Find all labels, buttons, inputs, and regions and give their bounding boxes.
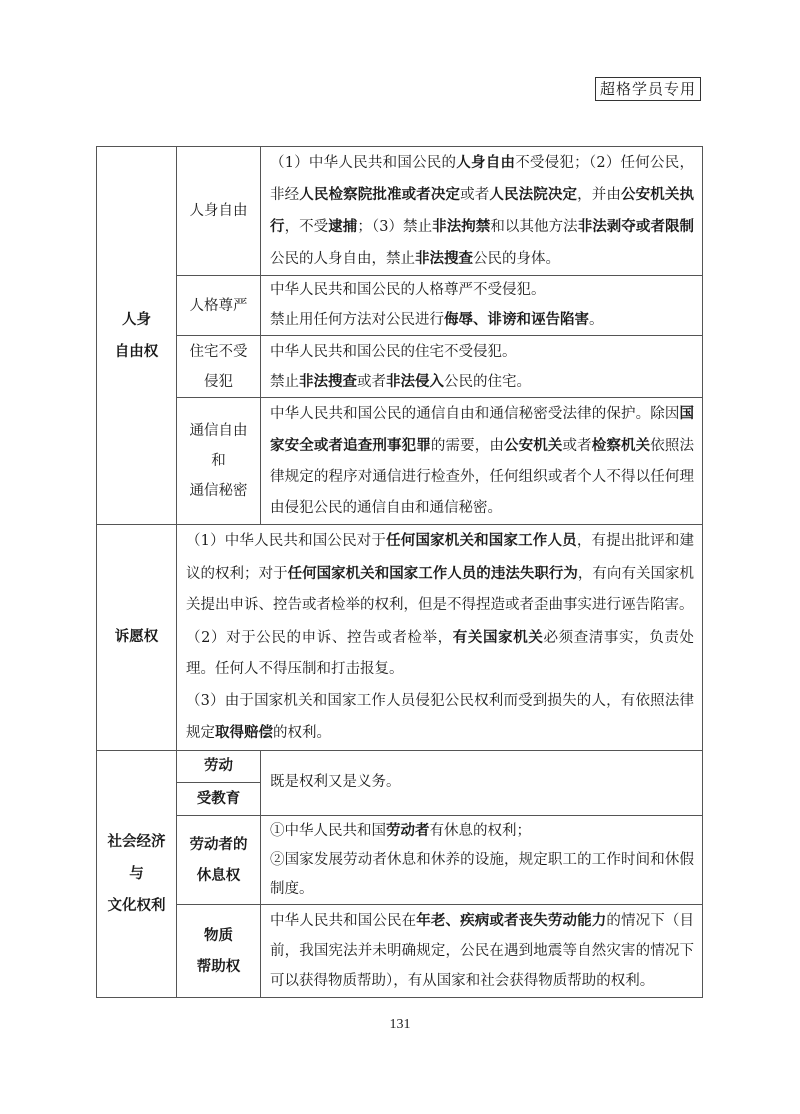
content-line: [270, 846, 694, 904]
content-text: [270, 398, 694, 524]
sublabel-line: 劳动者的: [189, 835, 248, 853]
emphasis-text: 非法侵入: [386, 372, 444, 390]
category-personal-freedom: [97, 147, 177, 525]
category-social: [97, 750, 177, 997]
content-line: [270, 305, 694, 335]
text-segment: ①中华人民共和国: [270, 822, 386, 839]
content-personal-dignity: [261, 276, 703, 336]
emphasis-text: 非法搜查: [299, 372, 357, 390]
text-segment: 。: [589, 312, 604, 328]
text-segment: ，不受: [284, 219, 329, 235]
text-segment: ②国家发展劳动者休息和休养的设施，规定职工的工作时间和休假制度。: [270, 851, 694, 897]
category-petition: [97, 525, 177, 751]
sublabel-line: 人格尊严: [189, 297, 248, 314]
emphasis-text: 年老、疾病或者丧失劳动能力: [416, 911, 607, 929]
text-segment: 中华人民共和国公民的人格尊严不受侵犯。: [270, 282, 546, 298]
emphasis-text: 人民检察院批准或者决定: [299, 186, 461, 203]
sublabel-line: 通信自由: [189, 423, 248, 439]
text-segment: 的权利。: [273, 725, 331, 741]
text-segment: （3）由于国家机关和国家工作人员侵犯公民权利而受到损失的人，有依照法律规定: [186, 692, 694, 741]
emphasis-text: 非法剥夺或者限制: [577, 218, 695, 235]
text-segment: 或者: [562, 438, 592, 454]
text-segment: ，有向有关国家机关提出申诉、控告或者检举的权利，但是不得捏造或者歪曲事实进行诬告陷害。: [186, 565, 695, 613]
content-line: [270, 337, 694, 367]
content-paragraph: [186, 622, 694, 686]
text-segment: 和以其他方法: [490, 219, 578, 235]
sublabel-personal-freedom: [177, 147, 261, 276]
emphasis-text: 非法拘禁: [432, 218, 491, 235]
emphasis-text: 国家安全或者追查刑事犯罪: [270, 405, 694, 454]
text-segment: 的情况下（目前，我国宪法并未明确规定，公民在遇到地震等自然灾害的情况下可以获得物质帮助），有从国家和社会获得物质帮助的权利。: [270, 912, 694, 989]
sublabel-line: 帮助权: [196, 957, 241, 975]
text-segment: 或者: [460, 187, 490, 203]
text-segment: ，有提出批评和建议的权利；对于: [186, 533, 695, 582]
text-segment: ；（3）禁止: [357, 219, 433, 235]
content-correspondence: [261, 398, 703, 525]
sublabel-line: 侵犯: [204, 373, 233, 390]
sublabel-line: 物质: [204, 926, 233, 944]
text-segment: ，并由: [577, 187, 621, 203]
text-segment: 依照法律规定的程序对通信进行检查外，任何组织或者个人不得以任何理由侵犯公民的通信自由和通信秘密。: [270, 438, 694, 516]
sublabel-correspondence: [177, 398, 261, 525]
text-segment: 禁止: [270, 373, 299, 390]
category-line: 文化权利: [107, 896, 166, 914]
sublabel-line: 住宅不受: [189, 343, 248, 360]
text-segment: 中华人民共和国公民在: [270, 912, 417, 929]
content-line: [270, 816, 694, 846]
emphasis-text: 任何国家机关和国家工作人员: [386, 532, 577, 549]
row-personal-freedom: [97, 147, 703, 276]
text-segment: 或者: [357, 373, 386, 390]
text-segment: 必须查清事实，负责处理。任何人不得压制和打击报复。: [186, 629, 694, 677]
sublabel-education: 受教育: [177, 782, 261, 815]
text-segment: （1）中华人民共和国公民对于: [186, 533, 387, 549]
text-segment: （1）中华人民共和国公民的: [270, 155, 457, 171]
rights-table: [96, 146, 703, 998]
text-segment: （2）对于公民的申诉、控告或者检举，: [186, 629, 453, 646]
text-segment: 公民的人身自由，禁止: [270, 251, 415, 267]
row-material: [97, 904, 703, 997]
emphasis-text: 劳动者: [386, 821, 430, 839]
category-line: 社会经济: [107, 832, 166, 850]
emphasis-text: 人身自由: [456, 154, 516, 171]
text-segment: 公民的身体。: [473, 251, 560, 267]
content-paragraph: [186, 686, 694, 750]
text-segment: 有休息的权利；: [429, 822, 531, 839]
content-labor-education: [261, 750, 703, 815]
content-text: [270, 906, 694, 996]
content-text: 既是权利又是义务。: [270, 774, 401, 790]
text-segment: 禁止用任何方法对公民进行: [270, 312, 444, 328]
row-correspondence: [97, 398, 703, 525]
emphasis-text: 有关国家机关: [452, 628, 544, 646]
content-paragraph: [186, 525, 694, 622]
emphasis-text: 侮辱、诽谤和诬告陷害: [444, 311, 589, 328]
content-line: [270, 367, 694, 397]
content-line: [270, 276, 694, 305]
content-material: [261, 904, 703, 997]
emphasis-text: 人民法院决定: [489, 186, 578, 203]
row-petition: [97, 525, 703, 751]
text-segment: 中华人民共和国公民的通信自由和通信秘密受法律的保护。除因: [270, 406, 680, 422]
content-rest: [261, 815, 703, 904]
sublabel-line: 人身自由: [189, 203, 248, 219]
row-residence: [97, 336, 703, 398]
content-petition: [177, 525, 703, 751]
text-segment: 公民的住宅。: [444, 373, 531, 390]
sublabel-rest: [177, 815, 261, 904]
emphasis-text: 取得赔偿: [215, 724, 273, 741]
category-line: 自由权: [114, 342, 159, 360]
emphasis-text: 公安机关: [504, 437, 563, 454]
row-rest: [97, 815, 703, 904]
text-segment: 的需要，由: [430, 438, 504, 454]
emphasis-text: 检察机关: [591, 437, 651, 454]
content-personal-freedom: [261, 147, 703, 276]
emphasis-text: 非法搜查: [415, 250, 473, 267]
category-line: 诉愿权: [114, 628, 159, 646]
sublabel-line: 休息权: [196, 866, 241, 884]
emphasis-text: 任何国家机关和国家工作人员的违法失职行为: [287, 564, 578, 582]
exclusive-tag: 超格学员专用: [595, 77, 701, 101]
category-line: 人身: [122, 310, 151, 328]
row-personal-dignity: [97, 276, 703, 336]
sublabel-labor: 劳动: [177, 750, 261, 782]
category-line: 与: [129, 864, 144, 882]
content-text: [270, 147, 694, 275]
emphasis-text: 逮捕: [328, 218, 358, 235]
sublabel-line: 通信秘密: [189, 483, 248, 499]
sublabel-residence: [177, 336, 261, 398]
page-number: 131: [389, 1017, 411, 1032]
sublabel-line: 和: [211, 453, 226, 469]
emphasis-text: 公安机关执行: [270, 186, 694, 235]
text-segment: 中华人民共和国公民的住宅不受侵犯。: [270, 343, 517, 360]
text-segment: 不受侵犯；（2）任何公民，非经: [270, 155, 694, 203]
sublabel-material: [177, 904, 261, 997]
sublabel-personal-dignity: [177, 276, 261, 336]
row-labor: [97, 750, 703, 782]
content-residence: [261, 336, 703, 398]
